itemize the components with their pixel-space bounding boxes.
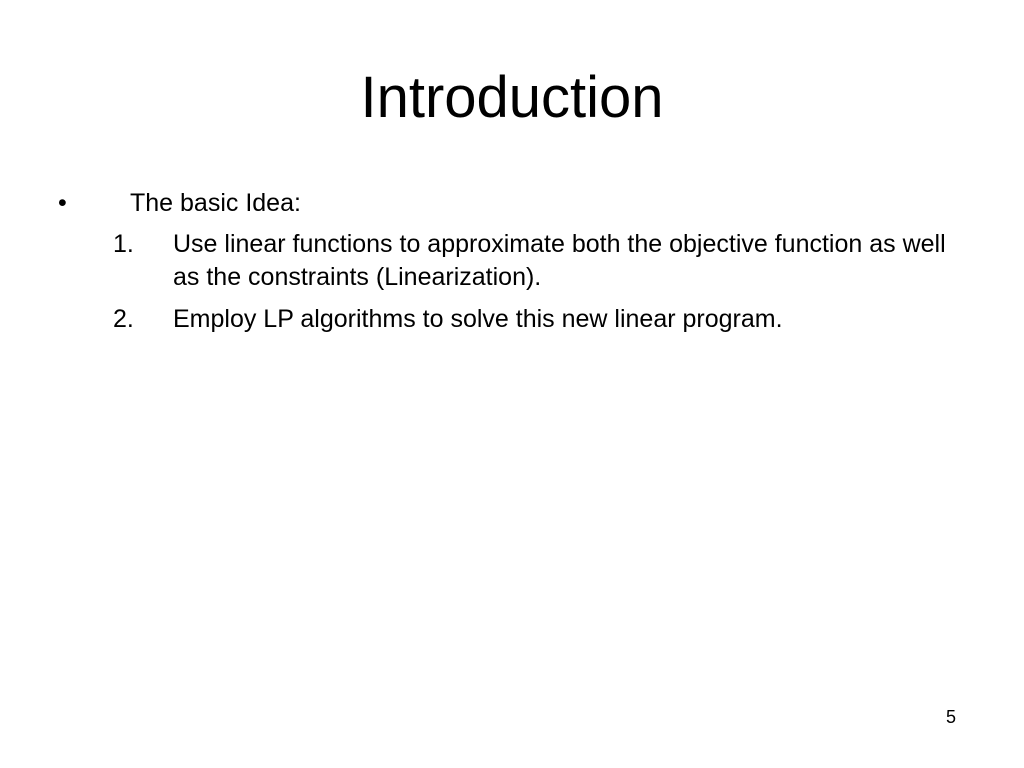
item-text: Use linear functions to approximate both the objective function as well as the constraints (Linearization). [173, 230, 946, 291]
item-number: 2. [113, 305, 134, 333]
item-number: 1. [113, 230, 134, 258]
page-number: 5 [946, 707, 957, 727]
item-text: Employ LP algorithms to solve this new linear program. [173, 305, 783, 333]
slide-title: Introduction [360, 65, 664, 130]
bullet-marker: • [58, 189, 67, 217]
bullet-text: The basic Idea: [130, 189, 301, 217]
